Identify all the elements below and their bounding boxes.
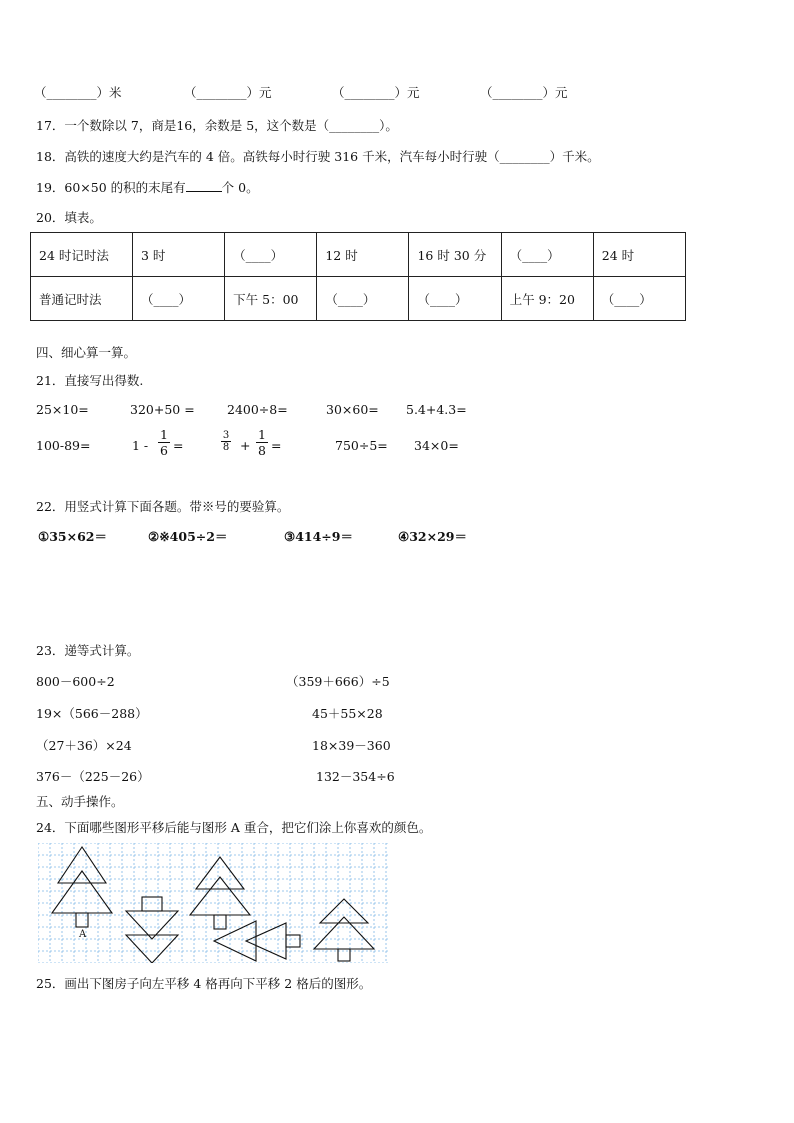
step-calc-item: （359＋666）÷5 (286, 674, 390, 689)
question-17: 17．一个数除以 7，商是16，余数是 5，这个数是（________）。 (36, 118, 398, 133)
calc-item: 25×10= (36, 402, 89, 417)
section-5-heading: 五、动手操作。 (36, 794, 124, 809)
table-cell: 16 时 30 分 (409, 233, 501, 277)
question-22: 22．用竖式计算下面各题。带※号的要验算。 (36, 499, 290, 514)
step-calc-item: 132－354÷6 (316, 769, 395, 784)
calc-item: 100-89= (36, 438, 91, 453)
tree-figure-3 (314, 899, 374, 961)
fraction: $\frac{1}{6}$ (158, 427, 170, 458)
calc-item: 1 - (132, 438, 149, 453)
table-cell-blank[interactable]: （____） (593, 277, 685, 321)
table-cell: 12 时 (317, 233, 409, 277)
calc-item: 320+50 = (130, 402, 195, 417)
table-cell: 3 时 (133, 233, 225, 277)
vertical-calc-item: ④32×29＝ (398, 529, 467, 544)
table-cell: 24 时 (593, 233, 685, 277)
equals-sign: = (271, 438, 282, 453)
equals-sign: = (173, 438, 184, 453)
calc-item: 30×60= (326, 402, 379, 417)
table-cell: 上午 9：20 (501, 277, 593, 321)
step-calc-item: 19×（566－288） (36, 706, 148, 721)
calc-item: 34×0= (414, 438, 459, 453)
inverted-tree-figure (126, 897, 178, 963)
question-20: 20．填表。 (36, 210, 102, 225)
table-cell-blank[interactable]: （____） (317, 277, 409, 321)
unit-label: 元 (259, 85, 272, 100)
table-cell-blank[interactable]: （____） (225, 233, 317, 277)
time-conversion-table (30, 232, 686, 321)
step-calc-item: （27＋36）×24 (36, 738, 132, 753)
grid-lines (38, 843, 388, 963)
vertical-calc-item: ③414÷9＝ (284, 529, 353, 544)
fraction: $\frac{3}{8}$ (222, 430, 230, 453)
step-calc-item: 18×39－360 (312, 738, 391, 753)
question-24: 24．下面哪些图形平移后能与图形 A 重合，把它们涂上你喜欢的颜色。 (36, 820, 432, 835)
fraction: $\frac{1}{8}$ (256, 427, 268, 458)
table-row (31, 277, 686, 321)
vertical-calc-item: ①35×62＝ (38, 529, 107, 544)
unit-label: 米 (109, 85, 122, 100)
translation-grid-figure (38, 843, 388, 963)
plus-sign: + (240, 438, 251, 453)
table-cell: 普通记时法 (31, 277, 133, 321)
table-cell-blank[interactable]: （____） (133, 277, 225, 321)
unit-label: 元 (407, 85, 420, 100)
question-21: 21．直接写出得数. (36, 373, 144, 388)
figure-label-a: A (79, 929, 87, 940)
vertical-calc-item: ②※405÷2＝ (148, 529, 228, 544)
table-cell-blank[interactable]: （____） (409, 277, 501, 321)
blank-yuan-2[interactable]: （________）元 (332, 85, 420, 100)
question-23: 23．递等式计算。 (36, 643, 140, 658)
table-cell-blank[interactable]: （____） (501, 233, 593, 277)
calc-item: 750÷5= (335, 438, 388, 453)
unit-label: 元 (555, 85, 568, 100)
blank-meters[interactable]: （________）米 (34, 85, 122, 100)
answer-blank[interactable] (186, 180, 222, 192)
step-calc-item: 45＋55×28 (312, 706, 383, 721)
grid-drawing (38, 843, 388, 963)
table-cell: 下午 5：00 (225, 277, 317, 321)
question-18: 18．高铁的速度大约是汽车的 4 倍。高铁每小时行驶 316 千米，汽车每小时行驶（________）千米。 (36, 149, 600, 164)
calc-item: 2400÷8= (227, 402, 288, 417)
blank-yuan-1[interactable]: （________）元 (184, 85, 272, 100)
question-19: 19．60×50 的积的末尾有 个 0。 (36, 180, 259, 195)
blank-yuan-3[interactable]: （________）元 (480, 85, 568, 100)
table-row (31, 233, 686, 277)
section-4-heading: 四、细心算一算。 (36, 345, 137, 360)
step-calc-item: 800－600÷2 (36, 674, 115, 689)
tree-figure-2 (190, 857, 250, 929)
step-calc-item: 376－（225－26） (36, 769, 150, 784)
question-25: 25．画出下图房子向左平移 4 格再向下平移 2 格后的图形。 (36, 976, 372, 991)
table-cell: 24 时记时法 (31, 233, 133, 277)
calc-item: 5.4+4.3= (406, 402, 467, 417)
